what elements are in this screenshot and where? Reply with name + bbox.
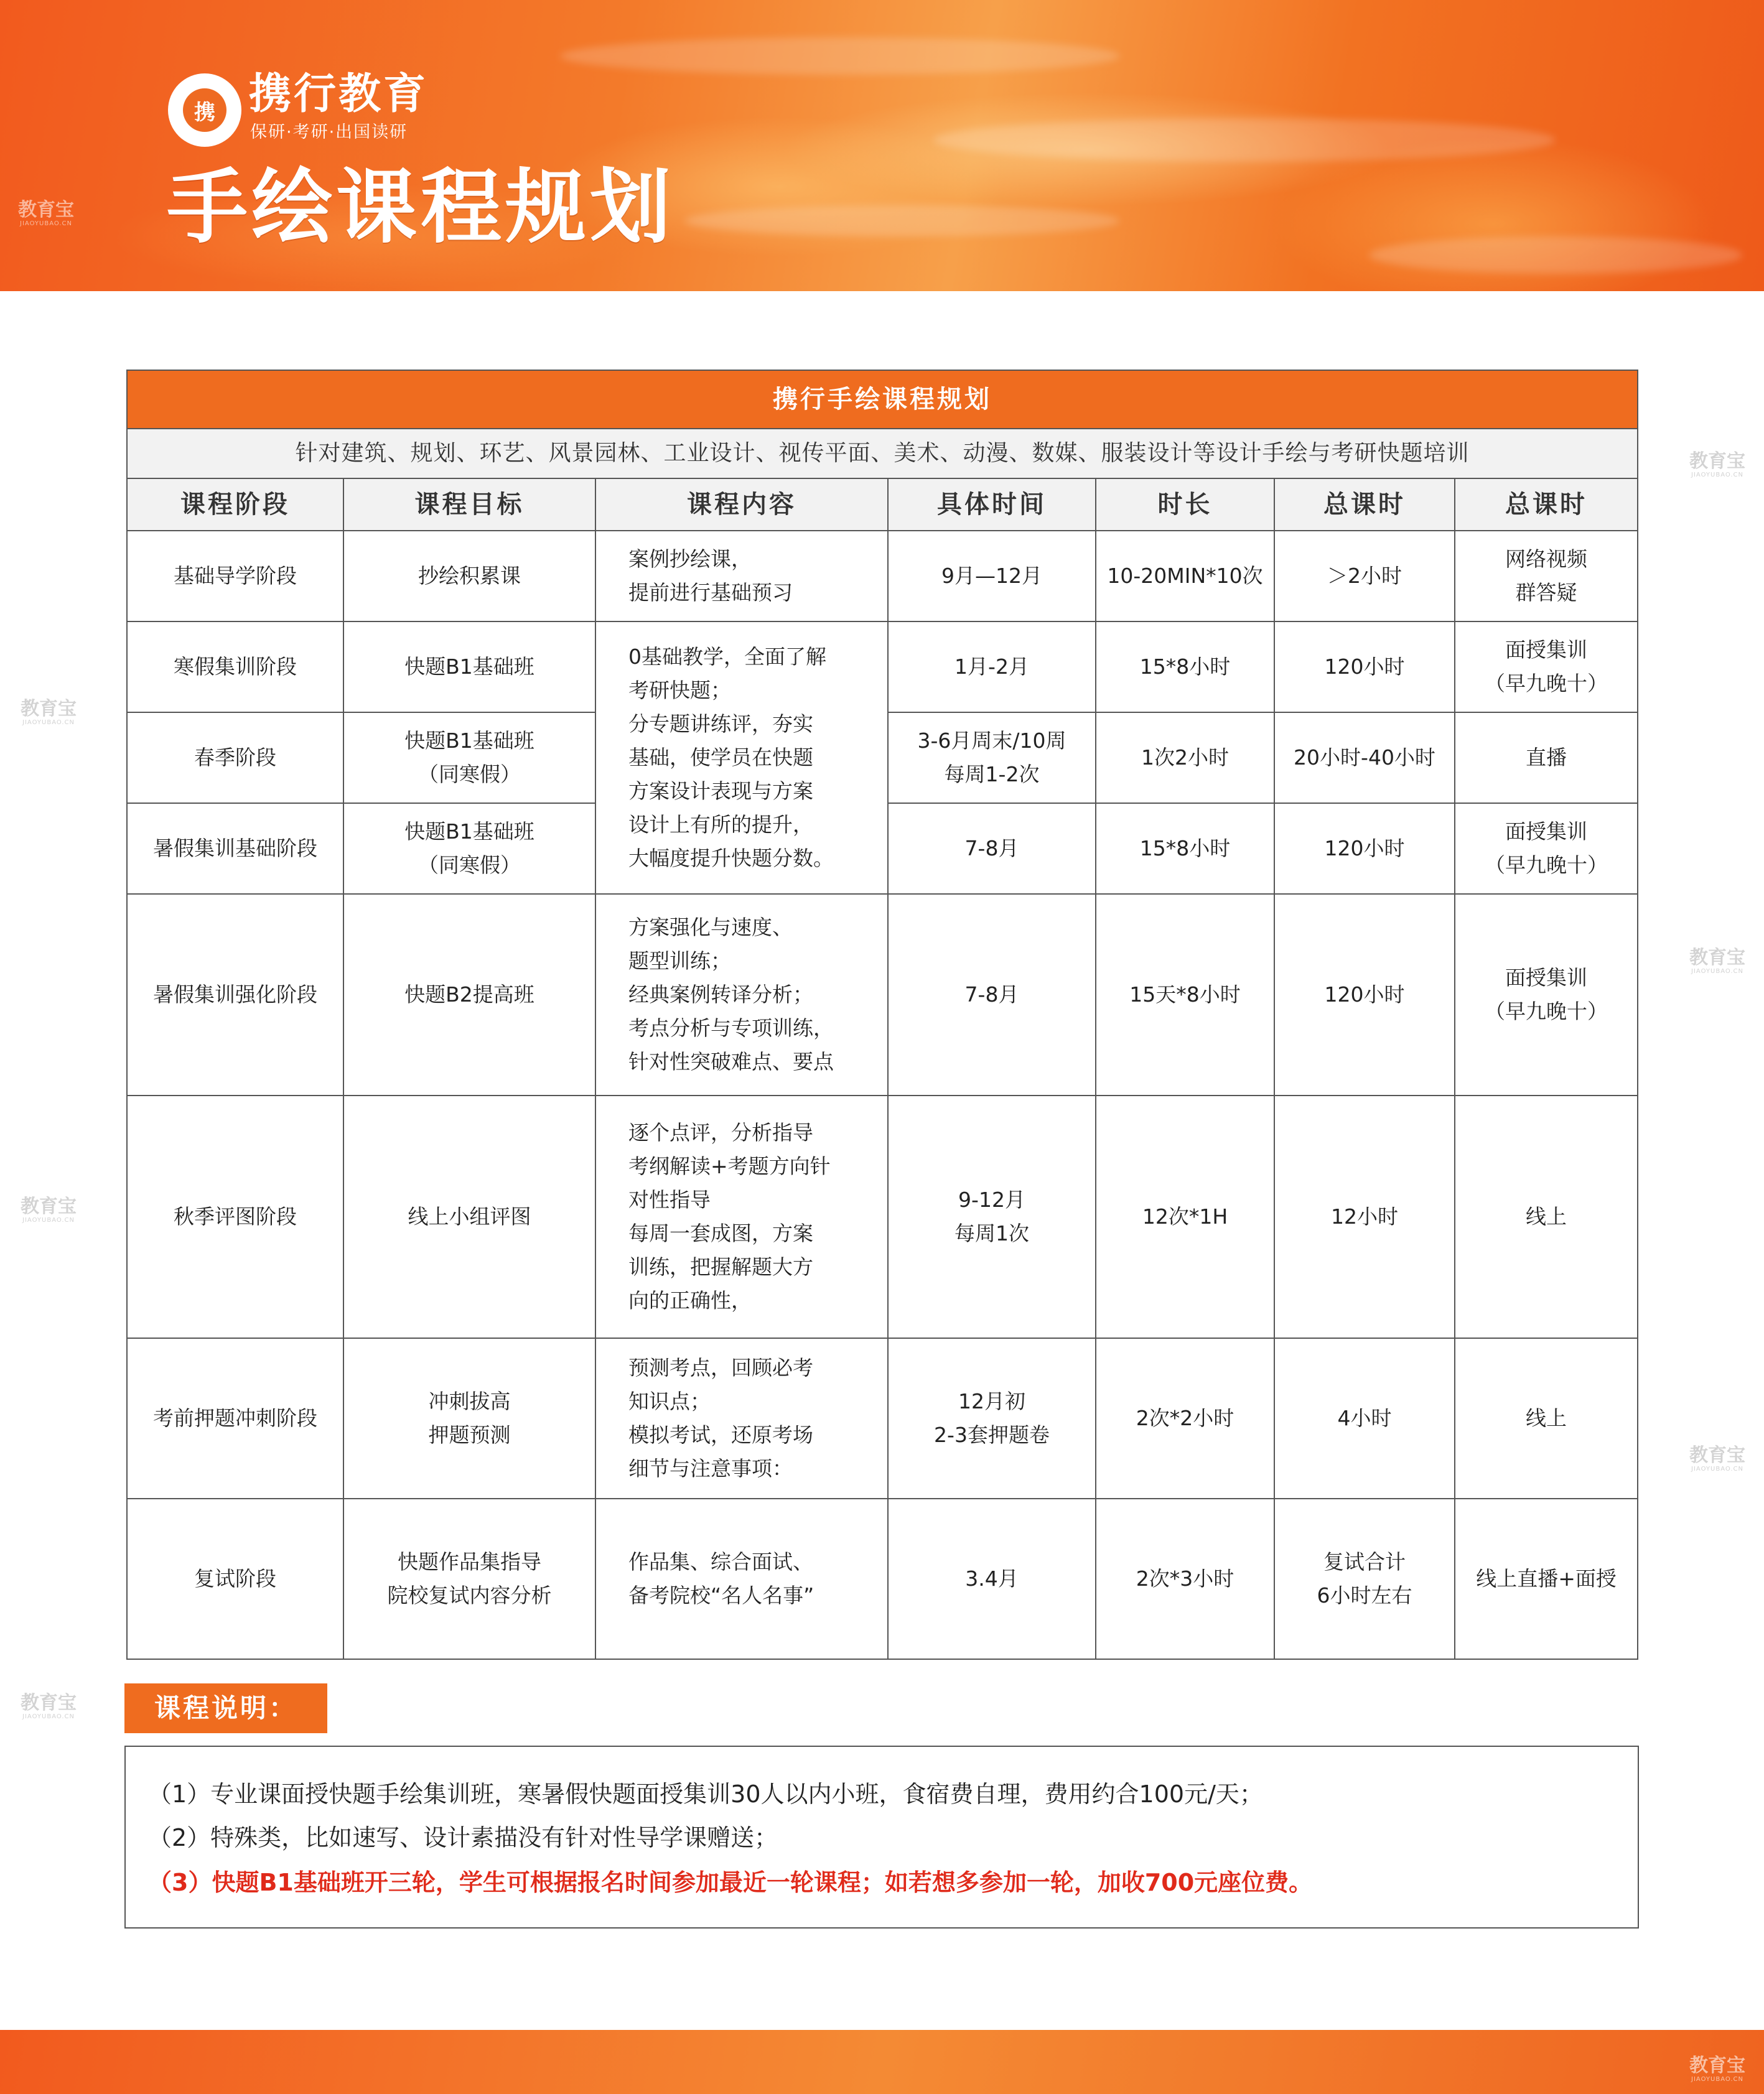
cell-stage: 秋季评图阶段 xyxy=(127,1096,343,1338)
cell-stage: 复试阶段 xyxy=(127,1499,343,1659)
cell-duration: 12次*1H xyxy=(1096,1096,1274,1338)
watermark-name: 教育宝 xyxy=(1689,2055,1745,2077)
cell-hours: 20小时-40小时 xyxy=(1274,712,1455,803)
cell-goal: 快题B2提高班 xyxy=(343,894,595,1096)
cell-hours: ＞2小时 xyxy=(1274,531,1455,621)
column-header: 课程内容 xyxy=(595,478,888,531)
column-header: 总课时 xyxy=(1455,478,1638,531)
paint-stroke xyxy=(1369,236,1742,274)
cell-stage: 考前押题冲刺阶段 xyxy=(127,1338,343,1499)
cell-hours: 120小时 xyxy=(1274,803,1455,894)
cell-duration: 15*8小时 xyxy=(1096,621,1274,712)
cell-mode: 面授集训 （早九晚十） xyxy=(1455,894,1638,1096)
table-row xyxy=(127,894,1638,1096)
cell-duration: 15*8小时 xyxy=(1096,803,1274,894)
watermark-domain: JIAOYUBAO.CN xyxy=(1691,2076,1743,2083)
table-header-row xyxy=(127,478,1638,531)
cell-goal: 快题作品集指导 院校复试内容分析 xyxy=(343,1499,595,1659)
cell-goal: 快题B1基础班 （同寒假） xyxy=(343,803,595,894)
cell-goal: 线上小组评图 xyxy=(343,1096,595,1338)
table-row xyxy=(127,1096,1638,1338)
cell-stage: 春季阶段 xyxy=(127,712,343,803)
cell-time: 12月初 2-3套押题卷 xyxy=(888,1338,1096,1499)
watermark-domain: JIAOYUBAO.CN xyxy=(22,1217,75,1224)
cell-time: 1月-2月 xyxy=(888,621,1096,712)
cell-mode: 线上 xyxy=(1455,1096,1638,1338)
watermark-logo xyxy=(1680,1446,1755,1473)
cell-stage: 基础导学阶段 xyxy=(127,531,343,621)
note-item: （1）专业课面授快题手绘集训班，寒暑假快题面授集训30人以内小班，食宿费自理，费用约合100元/天； xyxy=(148,1780,1263,1808)
watermark-domain: JIAOYUBAO.CN xyxy=(22,1713,75,1720)
cell-mode: 面授集训 （早九晚十） xyxy=(1455,621,1638,712)
watermark-name: 教育宝 xyxy=(1689,1445,1745,1466)
cell-time: 9-12月 每周1次 xyxy=(888,1096,1096,1338)
paint-stroke xyxy=(560,37,1120,75)
cell-goal: 快题B1基础班 （同寒假） xyxy=(343,712,595,803)
cell-duration: 2次*2小时 xyxy=(1096,1338,1274,1499)
watermark-logo xyxy=(11,1693,86,1721)
table-title: 携行手绘课程规划 xyxy=(127,370,1638,429)
cell-content: 逐个点评，分析指导 考纲解读+考题方向针 对性指导 每周一套成图，方案 训练，把握解题大方 向的正确性， xyxy=(595,1096,888,1338)
cell-content: 案例抄绘课， 提前进行基础预习 xyxy=(595,531,888,621)
column-header: 具体时间 xyxy=(888,478,1096,531)
cell-duration: 1次2小时 xyxy=(1096,712,1274,803)
watermark-domain: JIAOYUBAO.CN xyxy=(1691,472,1743,478)
watermark-logo xyxy=(9,200,83,228)
column-header: 总课时 xyxy=(1274,478,1455,531)
paint-stroke xyxy=(684,205,1120,236)
table-subtitle: 针对建筑、规划、环艺、风景园林、工业设计、视传平面、美术、动漫、数媒、服装设计等设计手绘与考研快题培训 xyxy=(127,429,1638,478)
column-header: 课程目标 xyxy=(343,478,595,531)
notes-heading: 课程说明： xyxy=(124,1683,327,1733)
footer-band xyxy=(0,2030,1764,2094)
cell-time: 3-6月周末/10周 每周1-2次 xyxy=(888,712,1096,803)
note-item-highlight: （3）快题B1基础班开三轮，学生可根据报名时间参加最近一轮课程；如若想多参加一轮，加收700元座位费。 xyxy=(148,1869,1313,1896)
cell-goal: 快题B1基础班 xyxy=(343,621,595,712)
course-plan-table xyxy=(126,370,1638,1660)
cell-mode: 直播 xyxy=(1455,712,1638,803)
brand-name: 携行教育 xyxy=(249,70,429,119)
table-row xyxy=(127,1499,1638,1659)
cell-goal: 抄绘积累课 xyxy=(343,531,595,621)
cell-duration: 10-20MIN*10次 xyxy=(1096,531,1274,621)
page-title: 手绘课程规划 xyxy=(167,160,675,254)
cell-mode: 线上直播+面授 xyxy=(1455,1499,1638,1659)
cell-stage: 暑假集训强化阶段 xyxy=(127,894,343,1096)
watermark-logo xyxy=(1680,452,1755,479)
cell-content: 0基础教学，全面了解 考研快题； 分专题讲练评，夯实 基础，使学员在快题 方案设计表现与方案 设计上有所的提升， 大幅度提升快题分数。 xyxy=(595,621,888,894)
watermark-name: 教育宝 xyxy=(1689,450,1745,472)
watermark-domain: JIAOYUBAO.CN xyxy=(22,719,75,726)
cell-content: 作品集、综合面试、 备考院校“名人名事” xyxy=(595,1499,888,1659)
cell-hours: 12小时 xyxy=(1274,1096,1455,1338)
brand-tagline: 保研·考研·出国读研 xyxy=(250,123,408,142)
column-header: 课程阶段 xyxy=(127,478,343,531)
cell-time: 7-8月 xyxy=(888,894,1096,1096)
watermark-logo xyxy=(1680,2056,1755,2083)
cell-duration: 15天*8小时 xyxy=(1096,894,1274,1096)
watermark-name: 教育宝 xyxy=(21,698,77,720)
watermark-domain: JIAOYUBAO.CN xyxy=(20,220,72,227)
table-row xyxy=(127,1338,1638,1499)
cell-hours: 复试合计 6小时左右 xyxy=(1274,1499,1455,1659)
cell-mode: 网络视频 群答疑 xyxy=(1455,531,1638,621)
table-row xyxy=(127,531,1638,621)
cell-mode: 线上 xyxy=(1455,1338,1638,1499)
watermark-name: 教育宝 xyxy=(21,1196,77,1217)
watermark-name: 教育宝 xyxy=(18,199,74,221)
cell-goal: 冲刺拔高 押题预测 xyxy=(343,1338,595,1499)
table-subtitle-row xyxy=(127,429,1638,478)
paint-stroke xyxy=(933,118,1556,162)
cell-content: 方案强化与速度、 题型训练； 经典案例转译分析； 考点分析与专项训练， 针对性突破难点、要点 xyxy=(595,894,888,1096)
table-title-row xyxy=(127,370,1638,429)
cell-mode: 面授集训 （早九晚十） xyxy=(1455,803,1638,894)
brand-logo-mark: 携 xyxy=(183,88,226,132)
watermark-name: 教育宝 xyxy=(1689,947,1745,969)
cell-hours: 4小时 xyxy=(1274,1338,1455,1499)
brand-logo xyxy=(168,73,241,147)
cell-content: 预测考点，回顾必考 知识点； 模拟考试，还原考场 细节与注意事项： xyxy=(595,1338,888,1499)
cell-time: 7-8月 xyxy=(888,803,1096,894)
cell-stage: 寒假集训阶段 xyxy=(127,621,343,712)
cell-duration: 2次*3小时 xyxy=(1096,1499,1274,1659)
watermark-domain: JIAOYUBAO.CN xyxy=(1691,1466,1743,1473)
notes-box xyxy=(124,1746,1639,1929)
cell-hours: 120小时 xyxy=(1274,621,1455,712)
cell-hours: 120小时 xyxy=(1274,894,1455,1096)
table-row xyxy=(127,621,1638,712)
watermark-domain: JIAOYUBAO.CN xyxy=(1691,968,1743,975)
cell-stage: 暑假集训基础阶段 xyxy=(127,803,343,894)
watermark-logo xyxy=(11,1197,86,1224)
column-header: 时长 xyxy=(1096,478,1274,531)
cell-time: 3.4月 xyxy=(888,1499,1096,1659)
cell-time: 9月—12月 xyxy=(888,531,1096,621)
header-banner xyxy=(0,0,1764,291)
watermark-logo xyxy=(11,699,86,727)
watermark-logo xyxy=(1680,948,1755,975)
note-item: （2）特殊类，比如速写、设计素描没有针对性导学课赠送； xyxy=(148,1824,778,1851)
watermark-name: 教育宝 xyxy=(21,1692,77,1714)
